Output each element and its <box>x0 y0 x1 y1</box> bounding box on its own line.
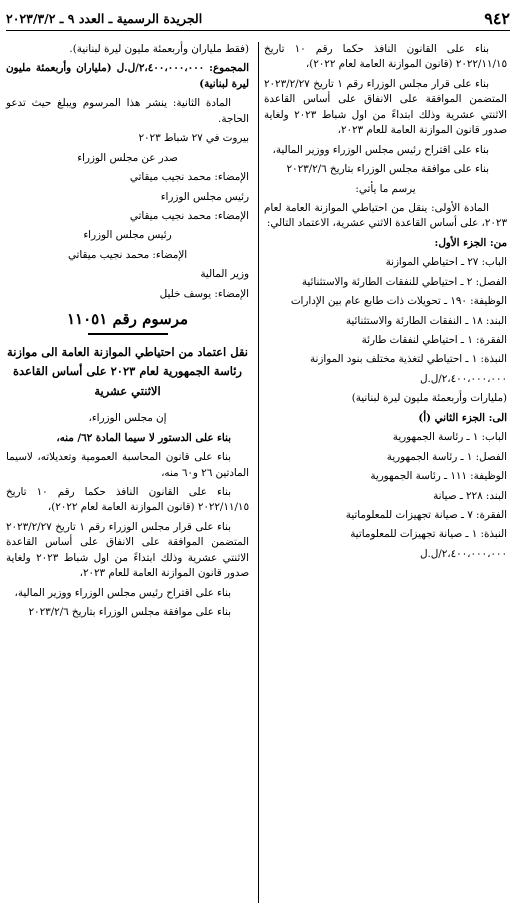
page-header <box>6 8 510 31</box>
council-line: إن مجلس الوزراء، <box>88 412 167 425</box>
paragraph: بناء على القانون النافذ حكما رقم ١٠ تاريخ ٢٠٢٢/١١/١٥ (قانون الموازنة العامة لعام ٢٠٢٢)، <box>264 43 507 71</box>
signatory-title: رئيس مجلس الوزراء <box>83 229 172 242</box>
decree-formula: يرسم ما يأتي: <box>355 182 416 195</box>
signatory-title: وزير المالية <box>200 268 249 281</box>
budget-line: الفقرة: ٧ ـ صيانة تجهيزات للمعلوماتية <box>345 508 507 521</box>
paragraph: بناء على موافقة مجلس الوزراء بتاريخ ٢٠٢٣/٢/٦ <box>286 163 489 176</box>
budget-line: الوظيفة: ١٩٠ ـ تحويلات ذات طابع عام بين الإدارات <box>290 295 507 308</box>
from-part: من: الجزء الأول: <box>434 236 507 249</box>
budget-line: النبذة: ١ ـ صيانة تجهيزات للمعلوماتية <box>350 528 507 541</box>
decree-underline <box>88 333 168 335</box>
paragraph: بناء على قانون المحاسبة العمومية وتعديلاته، لاسيما المادتين ٢٦ و٦٠ منه، <box>6 451 249 479</box>
budget-line: الباب: ٢٧ ـ احتياطي الموازنة <box>385 256 507 269</box>
left-column <box>6 42 249 625</box>
issued-by: صدر عن مجلس الوزراء <box>77 151 178 164</box>
paragraph: بناء على موافقة مجلس الوزراء بتاريخ ٢٠٢٣/٢/٦ <box>28 606 231 619</box>
budget-line: الفصل: ١ ـ رئاسة الجمهورية <box>386 450 507 463</box>
paragraph: بناء على قرار مجلس الوزراء رقم ١ تاريخ ٢٠٢٣/٢/٢٧ المتضمن الموافقة على الانفاق على أساس القاعدة الاثنتي عشرية وذلك ابتداءً من اول شباط ٢٠٢٣ ولغاية صدور قانون الموازنة العامة للعام ٢٠٢٣، <box>264 77 508 137</box>
date-line: بيروت في ٢٧ شباط ٢٠٢٣ <box>138 132 249 145</box>
budget-line: البند: ٢٢٨ ـ صيانة <box>433 489 507 502</box>
amount-words: (مليارات وأربعمئة مليون ليرة لبنانية) <box>351 392 507 405</box>
decree-subject: نقل اعتماد من احتياطي الموازنة العامة الى موازنة رئاسة الجمهورية لعام ٢٠٢٣ على أساس القاعدة الاثنتي عشرية <box>7 344 248 398</box>
paragraph: بناء على قرار مجلس الوزراء رقم ١ تاريخ ٢٠٢٣/٢/٢٧ المتضمن الموافقة على الانفاق على أساس القاعدة الاثنتي عشرية وذلك ابتداءً من اول شباط ٢٠٢٣ ولغاية صدور قانون الموازنة العامة للعام ٢٠٢٣، <box>6 520 250 580</box>
amount: ٢،٤٠٠،٠٠٠،٠٠٠/ل.ل <box>420 372 507 385</box>
budget-line: النبذة: ١ ـ احتياطي لتغذية مختلف بنود الموازنة <box>309 353 507 366</box>
signature-line: الإمضاء: محمد نجيب ميقاتي <box>129 171 249 184</box>
article-one: المادة الأولى: ينقل من احتياطي الموازنة العامة لعام ٢٠٢٣، على أساس القاعدة الاثني عشرية، الاعتماد التالي: <box>264 201 507 230</box>
budget-line: الفصل: ٢ ـ احتياطي للنفقات الطارئة والاستثنائية <box>301 275 507 288</box>
decree-title: مرسوم رقم ١١٠٥١ <box>66 310 189 329</box>
budget-line: البند: ١٨ ـ النفقات الطارئة والاستثنائية <box>345 314 507 327</box>
paragraph: بناء على الدستور لا سيما المادة ٦٢/ منه، <box>56 431 231 444</box>
budget-line: الفقرة: ١ ـ احتياطي لنفقات طارئة <box>361 334 507 346</box>
budget-line: الوظيفة: ١١١ ـ رئاسة الجمهورية <box>370 470 507 483</box>
budget-line: الباب: ١ ـ رئاسة الجمهورية <box>392 431 507 444</box>
amount: ٢،٤٠٠،٠٠٠،٠٠٠/ل.ل <box>420 547 507 560</box>
signature-line: الإمضاء: محمد نجيب ميقاتي <box>129 209 249 222</box>
signature-line: الإمضاء: محمد نجيب ميقاتي <box>67 248 188 261</box>
amount-words: (فقط ملياران وأربعمئة مليون ليرة لبنانية). <box>69 43 249 55</box>
signatory-title: رئيس مجلس الوزراء <box>160 190 249 203</box>
gazette-title: الجريدة الرسمية ـ العدد ٩ ـ ٢٠٢٣/٣/٢ <box>6 10 203 26</box>
total: المجموع: ٢،٤٠٠،٠٠٠،٠٠٠/ل.ل (ملياران وأربعمئة مليون ليرة لبنانية) <box>6 62 249 90</box>
paragraph: بناء على اقتراح رئيس مجلس الوزراء ووزير المالية، <box>14 586 231 599</box>
signature-line: الإمضاء: يوسف خليل <box>159 287 249 300</box>
page-number: ٩٤٢ <box>484 9 510 28</box>
to-part: الى: الجزء الثاني (أ) <box>418 411 507 424</box>
paragraph: بناء على اقتراح رئيس مجلس الوزراء ووزير المالية، <box>272 143 489 156</box>
article-two: المادة الثانية: ينشر هذا المرسوم ويبلغ حيث تدعو الحاجة. <box>6 97 249 125</box>
paragraph: بناء على القانون النافذ حكما رقم ١٠ تاريخ ٢٠٢٢/١١/١٥ (قانون الموازنة العامة لعام ٢٠٢٢)، <box>6 486 249 514</box>
right-column <box>264 42 507 566</box>
